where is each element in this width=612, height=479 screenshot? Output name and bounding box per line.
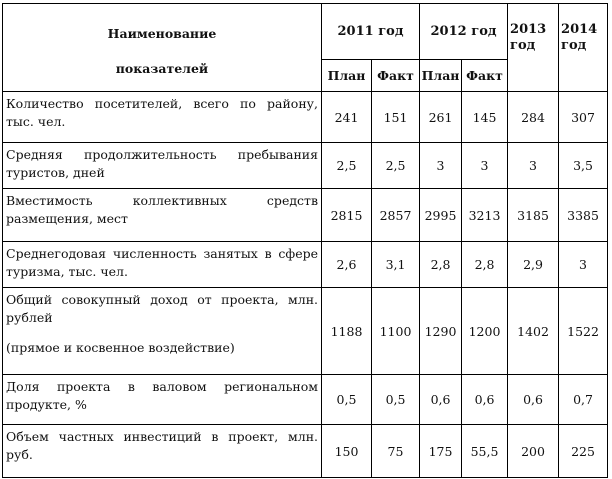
table-row <box>3 425 608 478</box>
indicator-label: Доля проекта в валовом региональном продукте, % <box>3 375 322 425</box>
value-2013: 3 <box>508 143 559 189</box>
value-2011-plan: 2815 <box>322 189 372 242</box>
value-2012-plan: 3 <box>420 143 462 189</box>
header-2011-plan: План <box>322 60 372 92</box>
value-2014: 3 <box>559 242 608 288</box>
table-row <box>3 375 608 425</box>
value-2012-fact: 2,8 <box>462 242 508 288</box>
value-2012-plan: 2995 <box>420 189 462 242</box>
header-name-line2: показателей <box>115 60 209 76</box>
value-2013: 0,6 <box>508 375 559 425</box>
value-2013: 1402 <box>508 288 559 375</box>
value-2013: 284 <box>508 92 559 143</box>
table-row <box>3 143 608 189</box>
value-2012-plan: 175 <box>420 425 462 478</box>
value-2011-fact: 3,1 <box>372 242 420 288</box>
value-2011-fact: 1100 <box>372 288 420 375</box>
value-2013: 2,9 <box>508 242 559 288</box>
value-2014: 3385 <box>559 189 608 242</box>
value-2013: 200 <box>508 425 559 478</box>
indicator-label: Средняя продолжительность пребывания туристов, дней <box>3 143 322 189</box>
indicator-note: (прямое и косвенное воздействие) <box>6 340 235 356</box>
value-2012-plan: 0,6 <box>420 375 462 425</box>
indicators-table <box>2 3 608 478</box>
indicator-label: Количество посетителей, всего по району, тыс. чел. <box>3 92 322 143</box>
value-2011-fact: 0,5 <box>372 375 420 425</box>
header-year-2011: 2011 год <box>322 4 420 60</box>
value-2012-fact: 55,5 <box>462 425 508 478</box>
value-2011-plan: 2,5 <box>322 143 372 189</box>
indicator-label: Объем частных инвестиций в проект, млн. руб. <box>3 425 322 478</box>
value-2011-plan: 0,5 <box>322 375 372 425</box>
value-2011-fact: 75 <box>372 425 420 478</box>
header-2012-fact: Факт <box>462 60 508 92</box>
indicator-label-cell <box>3 288 322 375</box>
table-row <box>3 288 608 375</box>
value-2012-plan: 1290 <box>420 288 462 375</box>
header-year-2013: 2013 год <box>508 4 559 92</box>
value-2011-fact: 2857 <box>372 189 420 242</box>
value-2012-fact: 3213 <box>462 189 508 242</box>
value-2011-fact: 2,5 <box>372 143 420 189</box>
value-2011-fact: 151 <box>372 92 420 143</box>
value-2012-plan: 2,8 <box>420 242 462 288</box>
header-row-years <box>3 4 608 60</box>
value-2012-fact: 1200 <box>462 288 508 375</box>
header-year-2012: 2012 год <box>420 4 508 60</box>
value-2011-plan: 241 <box>322 92 372 143</box>
value-2011-plan: 1188 <box>322 288 372 375</box>
value-2011-plan: 150 <box>322 425 372 478</box>
table-row <box>3 92 608 143</box>
table-row <box>3 242 608 288</box>
value-2014: 0,7 <box>559 375 608 425</box>
value-2014: 1522 <box>559 288 608 375</box>
header-year-2014: 2014 год <box>559 4 608 92</box>
header-2012-plan: План <box>420 60 462 92</box>
value-2014: 3,5 <box>559 143 608 189</box>
value-2014: 225 <box>559 425 608 478</box>
value-2012-fact: 3 <box>462 143 508 189</box>
table-row <box>3 189 608 242</box>
indicator-label: Вместимость коллективных средств размещения, мест <box>3 189 322 242</box>
indicator-label: Общий совокупный доход от проекта, млн. рублей <box>6 292 318 326</box>
value-2014: 307 <box>559 92 608 143</box>
header-2011-fact: Факт <box>372 60 420 92</box>
value-2012-fact: 145 <box>462 92 508 143</box>
value-2013: 3185 <box>508 189 559 242</box>
value-2012-plan: 261 <box>420 92 462 143</box>
indicator-label: Среднегодовая численность занятых в сфере туризма, тыс. чел. <box>3 242 322 288</box>
value-2011-plan: 2,6 <box>322 242 372 288</box>
header-indicator-name <box>3 4 322 92</box>
value-2012-fact: 0,6 <box>462 375 508 425</box>
header-name-line1: Наименование <box>107 25 217 41</box>
